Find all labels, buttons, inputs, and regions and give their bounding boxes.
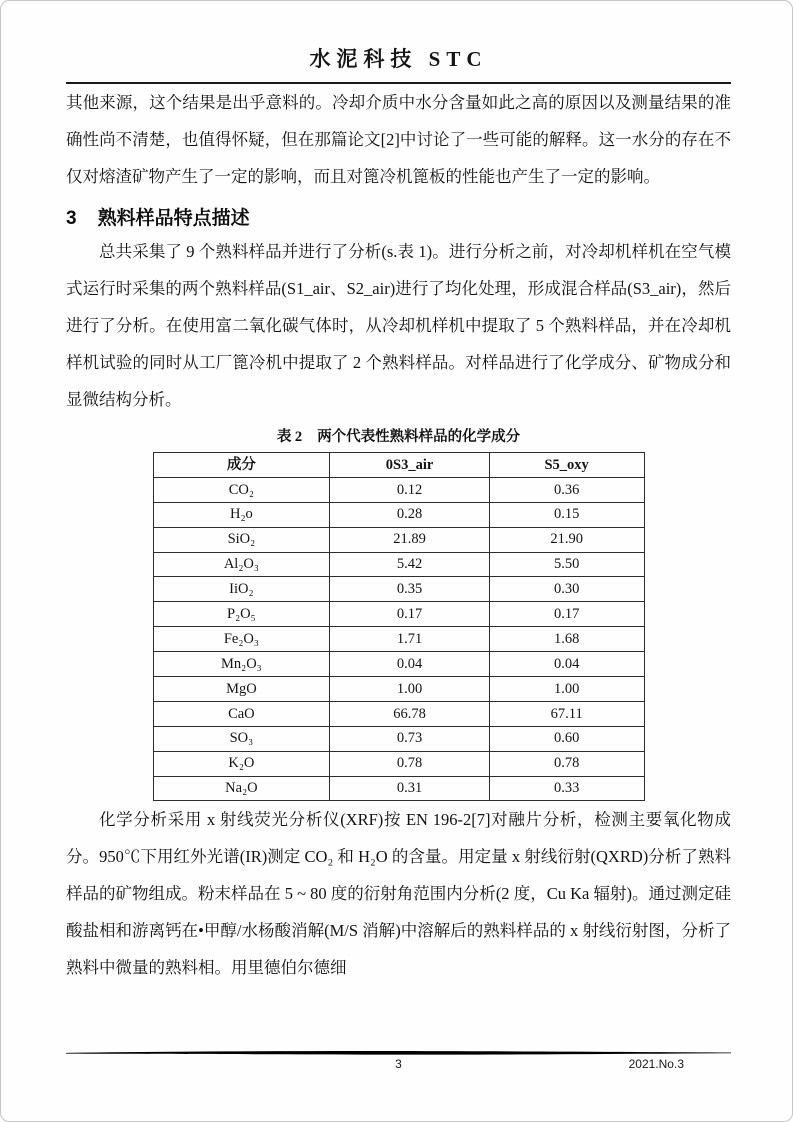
cell-component: IiO₂ <box>153 577 330 602</box>
cell-component: Al₂O₃ <box>153 552 330 577</box>
cell-component: Mn₂O₃ <box>153 652 330 677</box>
cell-value: 0.78 <box>330 751 490 776</box>
cell-value: 5.42 <box>330 552 490 577</box>
footer-rule <box>66 1050 731 1056</box>
cell-component: SO₃ <box>153 726 330 751</box>
cell-value: 0.17 <box>489 602 644 627</box>
cell-value: 67.11 <box>489 701 644 726</box>
cell-value: 0.35 <box>330 577 490 602</box>
cell-value: 0.15 <box>489 502 644 527</box>
cell-component: P₂O₅ <box>153 602 330 627</box>
table-row <box>153 527 644 552</box>
cell-value: 0.17 <box>330 602 490 627</box>
paragraph-sampling: 总共采集了 9 个熟料样品并进行了分析(s.表 1)。进行分析之前，对冷却机样机在空气模式运行时采集的两个熟料样品(S1_air、S2_air)进行了均化处理，形成混合样品(S3_air)，然后进行了分析。在使用富二氧化碳气体时，从冷却机样机中提取了 5 个熟料样品，并在冷却机样机试验的同时从工厂篦冷机中提取了 2 个熟料样品。对样品进行了化学成分、矿物成分和显微结构分析。 <box>66 242 731 409</box>
cell-component: Fe₂O₃ <box>153 627 330 652</box>
cell-value: 5.50 <box>489 552 644 577</box>
column-header-s5-oxy: S5_oxy <box>489 453 644 478</box>
cell-component: H₂o <box>153 502 330 527</box>
paragraph-analysis: 化学分析采用 x 射线荧光分析仪(XRF)按 EN 196-2[7]对融片分析，检测主要氧化物成分。950℃下用红外光谱(IR)测定 CO₂ 和 H₂O 的含量。用定量 x 射线衍射(QXRD)分析了熟料样品的矿物组成。粉末样品在 5 ~ 80 度的衍射角范围内分析(2 度，Cu Ka 辐射)。通过测定硅酸盐相和游离钙在•甲醇/水杨酸消解(M/S 消解)中溶解后的熟料样品的 x 射线衍射图，分析了熟料中微量的熟料相。用里德伯尔德细 <box>66 810 731 978</box>
table-row <box>153 552 644 577</box>
table-row <box>153 726 644 751</box>
issue-label: 2021.No.3 <box>628 1057 684 1071</box>
cell-value: 0.28 <box>330 502 490 527</box>
table-row <box>153 627 644 652</box>
section-number: 3 <box>66 208 77 229</box>
cell-value: 0.04 <box>489 652 644 677</box>
section-title: 熟料样品特点描述 <box>97 208 250 229</box>
footer-row <box>66 1057 731 1075</box>
cell-component: CO₂ <box>153 477 330 502</box>
table-row <box>153 577 644 602</box>
cell-value: 1.00 <box>489 677 644 702</box>
table-header-row <box>153 453 644 478</box>
cell-component: CaO <box>153 701 330 726</box>
cell-component: MgO <box>153 677 330 702</box>
table-row <box>153 602 644 627</box>
cell-value: 21.90 <box>489 527 644 552</box>
table-row <box>153 751 644 776</box>
cell-value: 0.78 <box>489 751 644 776</box>
table-row <box>153 701 644 726</box>
cell-value: 1.68 <box>489 627 644 652</box>
page-number: 3 <box>395 1057 402 1071</box>
table-caption-text: 两个代表性熟料样品的化学成分 <box>317 429 521 445</box>
cell-value: 0.73 <box>330 726 490 751</box>
cell-value: 21.89 <box>330 527 490 552</box>
cell-value: 0.04 <box>330 652 490 677</box>
table-row <box>153 502 644 527</box>
cell-component: K₂O <box>153 751 330 776</box>
chemical-composition-table <box>153 452 645 801</box>
cell-value: 0.12 <box>330 477 490 502</box>
cell-value: 0.30 <box>489 577 644 602</box>
cell-component: Na₂O <box>153 776 330 801</box>
table-row <box>153 776 644 801</box>
page-content <box>66 1 731 986</box>
cell-value: 0.36 <box>489 477 644 502</box>
page-footer <box>66 1050 731 1075</box>
cell-value: 0.33 <box>489 776 644 801</box>
cell-value: 66.78 <box>330 701 490 726</box>
journal-title: 水泥科技 STC <box>309 47 488 71</box>
table-row <box>153 477 644 502</box>
column-header-s3-air: 0S3_air <box>330 453 490 478</box>
section-heading <box>66 204 731 233</box>
column-header-component: 成分 <box>153 453 330 478</box>
cell-value: 1.00 <box>330 677 490 702</box>
cell-value: 0.31 <box>330 776 490 801</box>
cell-component: SiO₂ <box>153 527 330 552</box>
table-caption-label: 表 2 <box>276 429 303 445</box>
table-caption <box>66 425 731 446</box>
cell-value: 1.71 <box>330 627 490 652</box>
table-row <box>153 652 644 677</box>
cell-value: 0.60 <box>489 726 644 751</box>
paragraph-continued: 其他来源，这个结果是出乎意料的。冷却介质中水分含量如此之高的原因以及测量结果的准确性尚不清楚，也值得怀疑，但在那篇论文[2]中讨论了一些可能的解释。这一水分的存在不仅对熔渣矿物产生了一定的影响，而且对篦冷机篦板的性能也产生了一定的影响。 <box>66 93 731 186</box>
table-row <box>153 677 644 702</box>
